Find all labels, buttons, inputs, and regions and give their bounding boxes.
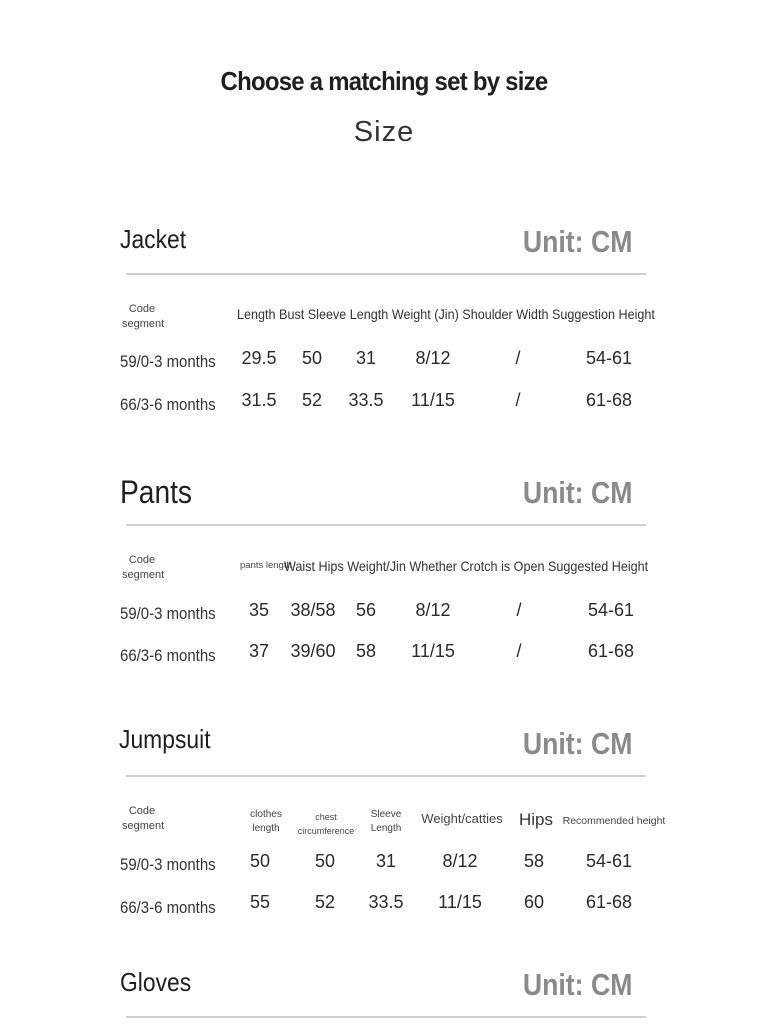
- jumpsuit-table-cell: 50: [314, 851, 336, 871]
- jumpsuit-section-title: Jumpsuit: [119, 724, 211, 754]
- pants-section-title: Pants: [120, 474, 193, 510]
- jacket-table-cell: 52: [301, 390, 323, 410]
- pants-length-header: pants length: [240, 560, 292, 571]
- jumpsuit-row-label: 66/3-6 months: [120, 898, 216, 917]
- header-line: length: [252, 823, 280, 834]
- pants-table-cell: 58: [355, 641, 377, 661]
- header-line: Length: [370, 823, 402, 834]
- jacket-table-cell: 61-68: [585, 390, 633, 410]
- pants-column-headers: Waist Hips Weight/Jin Whether Crotch is Open Suggested Height: [284, 558, 649, 574]
- jumpsuit-table-cell: 11/15: [438, 892, 482, 912]
- pants-table-cell: /: [516, 600, 522, 620]
- jumpsuit-table-cell: 58: [523, 851, 545, 871]
- jumpsuit-table-cell: 54-61: [585, 851, 633, 871]
- jacket-column-headers: Length Bust Sleeve Length Weight (Jin) Shoulder Width Suggestion Height: [237, 306, 655, 322]
- jumpsuit-table-cell: 52: [314, 892, 336, 912]
- jacket-table-cell: 54-61: [585, 348, 633, 368]
- header-line: clothes: [250, 809, 282, 820]
- jacket-table-cell: 11/15: [411, 390, 455, 410]
- pants-unit-label: Unit: CM: [522, 475, 632, 510]
- jacket-divider: [126, 273, 646, 275]
- pants-row-label: 66/3-6 months: [120, 646, 216, 665]
- jumpsuit-table-cell: 8/12: [442, 851, 478, 871]
- jumpsuit-column-header: [554, 814, 674, 828]
- page-title: Choose a matching set by size: [220, 66, 548, 96]
- jacket-table-cell: 50: [301, 348, 323, 368]
- jumpsuit-table-cell: 31: [375, 851, 397, 871]
- pants-divider: [126, 524, 646, 526]
- header-line: circumference: [297, 826, 355, 836]
- pants-row-label: 59/0-3 months: [120, 604, 216, 623]
- jumpsuit-table-cell: 60: [523, 892, 545, 912]
- pants-table-cell: 54-61: [587, 600, 635, 620]
- code-segment-line-1: Code: [128, 554, 156, 566]
- gloves-section-title: Gloves: [120, 967, 192, 997]
- gloves-divider: [126, 1016, 646, 1018]
- pants-table-cell: 61-68: [587, 641, 635, 661]
- page-subtitle: Size: [353, 116, 415, 148]
- jumpsuit-table-cell: 61-68: [585, 892, 633, 912]
- jacket-table-cell: 31.5: [241, 390, 277, 410]
- code-segment-line-2: segment: [122, 820, 165, 832]
- code-segment-line-2: segment: [122, 569, 165, 581]
- code-segment-line-1: Code: [128, 805, 156, 817]
- jacket-unit-label: Unit: CM: [522, 224, 632, 259]
- jumpsuit-unit-label: Unit: CM: [522, 726, 632, 761]
- code-segment-line-1: Code: [128, 303, 156, 315]
- jumpsuit-row-label: 59/0-3 months: [120, 855, 216, 874]
- jacket-code-segment-header: [122, 302, 165, 332]
- jacket-row-label: 66/3-6 months: [120, 395, 216, 414]
- jacket-table-cell: 29.5: [241, 348, 277, 368]
- jacket-section-title: Jacket: [120, 224, 187, 254]
- jumpsuit-divider: [126, 775, 646, 777]
- header-line: Recommended height: [562, 815, 666, 827]
- jumpsuit-table-cell: 50: [249, 851, 271, 871]
- jacket-table-cell: 8/12: [415, 348, 451, 368]
- jacket-table-cell: 31: [355, 348, 377, 368]
- pants-table-cell: 38/58: [290, 600, 336, 620]
- pants-table-cell: 39/60: [290, 641, 336, 661]
- jumpsuit-table-cell: 33.5: [368, 892, 404, 912]
- jacket-table-cell: /: [515, 390, 521, 410]
- header-line: Sleeve: [370, 809, 402, 820]
- pants-table-cell: 8/12: [415, 600, 451, 620]
- pants-table-cell: 35: [248, 600, 270, 620]
- header-line: Hips: [518, 810, 553, 829]
- pants-table-cell: 37: [248, 641, 270, 661]
- gloves-unit-label: Unit: CM: [522, 967, 632, 1002]
- jumpsuit-table-cell: 55: [249, 892, 271, 912]
- code-segment-line-2: segment: [122, 318, 165, 330]
- pants-table-cell: /: [516, 641, 522, 661]
- jacket-table-cell: 33.5: [348, 390, 384, 410]
- pants-table-cell: 11/15: [411, 641, 455, 661]
- pants-table-cell: 56: [355, 600, 377, 620]
- jacket-table-cell: /: [515, 348, 521, 368]
- header-line: Weight/catties: [421, 811, 503, 826]
- header-line: chest: [315, 812, 337, 822]
- pants-code-segment-header: [122, 553, 165, 583]
- jumpsuit-code-segment-header: [122, 804, 165, 834]
- jacket-row-label: 59/0-3 months: [120, 352, 216, 371]
